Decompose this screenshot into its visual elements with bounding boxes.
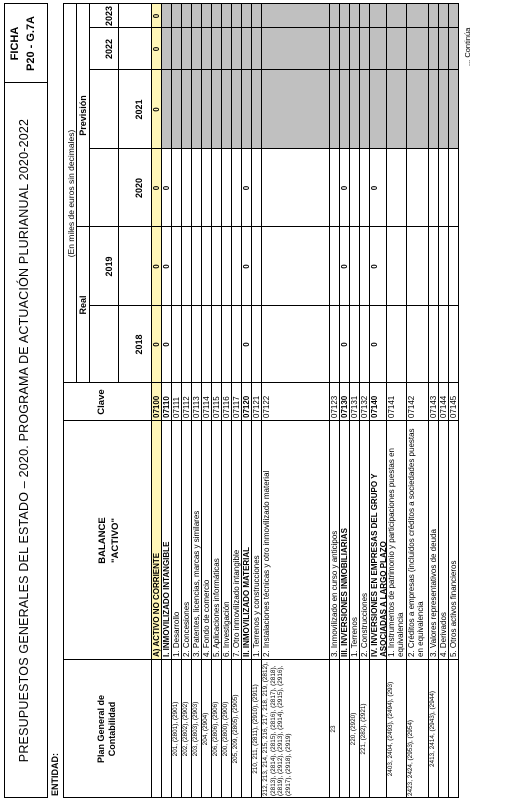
table-row-value: 0 xyxy=(152,107,161,112)
table-row-concept: I. INMOVILIZADO INTANGIBLE xyxy=(162,541,171,657)
table-row-concept: II. INMOVILIZADO MATERIAL xyxy=(242,546,251,657)
title-border-top xyxy=(4,4,5,798)
table-row-concept: 3. Inmovilizado en curso y anticipos xyxy=(330,530,339,657)
table-row-value: 0 xyxy=(152,46,161,52)
pgc-account-codes: 212, 213, 214, 215, 216, 217, 218, 219, (2812), (2813), (2814), (2815), (2816), (2817), (2818), (2819), (2912), (2913), (2914), (2915), (2916), (2917), (2918), (2919) xyxy=(262,662,292,796)
header-prevision: Previsión xyxy=(78,95,88,136)
table-row-concept: 3. Valores representativos de deuda xyxy=(429,529,438,657)
table-row-clave: 07112 xyxy=(182,396,191,418)
header-activo: "ACTIVO" xyxy=(110,518,121,563)
pgc-account-codes: 206, (2806), (2906) xyxy=(212,701,219,757)
table-row-value: 0 xyxy=(152,264,161,269)
header-units-line xyxy=(76,4,77,383)
table-row-clave: 07144 xyxy=(439,395,448,418)
table-row-value: 0 xyxy=(340,185,349,191)
table-row-value: 0 xyxy=(340,342,349,347)
table-row-concept: 1. Terrenos xyxy=(350,617,359,657)
table-row-value: 0 xyxy=(242,185,251,191)
ficha-label: FICHA xyxy=(9,26,21,61)
table-row-concept: 2. Construcciones xyxy=(360,592,369,657)
table-row-concept: III. INVERSIONES INMOBILIARIAS xyxy=(340,528,349,657)
table-row-concept: 4. Derivados xyxy=(439,612,448,657)
table-row-value: 0 xyxy=(152,13,161,19)
header-real: Real xyxy=(78,295,88,315)
table-row-clave: 07115 xyxy=(212,396,221,418)
table-row-concept: 6. Investigación xyxy=(222,601,231,657)
table-row-clave: 07111 xyxy=(172,396,181,418)
table-row-clave: 07143 xyxy=(429,395,438,418)
table-bottom xyxy=(458,4,459,798)
table-row-clave: 07122 xyxy=(262,395,271,418)
table-row-concept: IV. INVERSIONES EN EMPRESAS DEL GRUPO Y ASOCIADAS A LARGO PLAZO xyxy=(370,473,388,657)
header-prevision-line xyxy=(89,4,90,227)
header-clave: Clave xyxy=(96,389,107,415)
table-row-clave: 07116 xyxy=(222,396,231,418)
table-row-concept: 5. Otros activos financieros xyxy=(449,560,458,657)
table-row-concept: 7. Otro inmovilizado intangible xyxy=(232,549,241,657)
year-header-2019: 2019 xyxy=(104,256,114,277)
units-note: (En miles de euros sin decimales) xyxy=(66,129,76,258)
col-line-year xyxy=(89,148,458,149)
title-border-bottom xyxy=(47,4,48,798)
table-row-concept: 3. Patentes, licencias, marcas y similares xyxy=(192,510,201,657)
pgc-account-codes: 2423, 2424, (2953), (2954) xyxy=(407,719,414,796)
col-line-year xyxy=(89,27,458,28)
table-row-concept: 2. Concesiones xyxy=(182,601,191,657)
pgc-account-codes: 202, (2802), (2902) xyxy=(182,701,189,757)
table-row-concept: 2. Instalaciones técnicas y otro inmovilizado material xyxy=(262,470,271,657)
table-row-value: 0 xyxy=(152,185,161,191)
continua-note: ... Continúa xyxy=(463,27,472,66)
table-row-value: 0 xyxy=(152,342,161,347)
header-balance: BALANCE xyxy=(97,517,108,564)
table-row-clave: 07132 xyxy=(360,395,369,418)
col-line-year xyxy=(89,305,458,306)
pgc-account-codes: 2403, 2404, (2493), (2494), (293) xyxy=(387,681,394,777)
header-pgc: Plan General de Contabilidad xyxy=(96,694,117,764)
year-header-2020: 2020 xyxy=(134,177,144,199)
year-header-2022: 2022 xyxy=(104,38,114,60)
table-row-clave: 07145 xyxy=(449,395,458,418)
table-row-clave: 07131 xyxy=(350,395,359,418)
table-row-clave: 07120 xyxy=(242,395,251,418)
table-row-concept: 1. Instrumentos de patrimonio y participaciones puestas en equivalencia xyxy=(387,447,405,657)
year-header-2021: 2021 xyxy=(134,99,144,120)
table-row-clave: 07117 xyxy=(232,396,241,418)
title-border-left xyxy=(4,797,48,798)
pgc-account-codes: 205, 209, (2805), (2905) xyxy=(232,694,239,764)
table-row-value: 0 xyxy=(162,264,171,269)
main-title: PRESUPUESTOS GENERALES DEL ESTADO – 2020. PROGRAMA DE ACTUACIÓN PLURIANUAL 2020-2022 xyxy=(17,118,31,763)
table-row-value: 0 xyxy=(370,342,379,347)
table-row-clave: 07130 xyxy=(340,395,349,418)
pgc-account-codes: 210, 211, (2811), (2910), (2911) xyxy=(252,684,259,774)
pgc-account-codes: 201, (2801), (2901) xyxy=(172,701,179,757)
year-header-2018: 2018 xyxy=(134,334,144,355)
table-row-concept: 4. Fondo de comercio xyxy=(202,579,211,657)
col-line-year xyxy=(89,69,458,70)
header-years-line xyxy=(118,4,119,383)
table-row-value: 0 xyxy=(370,264,379,269)
table-row-clave: 07123 xyxy=(330,395,339,418)
table-row-clave: 07140 xyxy=(370,395,379,418)
table-row-clave: 07100 xyxy=(152,395,161,418)
table-row-value: 0 xyxy=(242,264,251,269)
table-row-concept: 1. Terrenos y construcciones xyxy=(252,555,261,657)
table-row-value: 0 xyxy=(162,342,171,347)
table-row-clave: 07110 xyxy=(162,396,171,418)
pgc-account-codes: 221, (282), (2921) xyxy=(360,703,367,755)
table-row-value: 0 xyxy=(162,185,171,191)
table-row-clave: 07142 xyxy=(407,395,416,418)
pgc-account-codes: 203, (2803), (2903) xyxy=(192,701,199,757)
pgc-account-codes: 220, (2920) xyxy=(350,712,357,746)
table-row-clave: 07114 xyxy=(202,396,211,418)
table-row-concept: 1. Desarrollo xyxy=(172,611,181,657)
table-row-clave: 07121 xyxy=(252,395,261,418)
table-row-concept: A) ACTIVO NO CORRIENTE xyxy=(152,552,161,657)
table-top xyxy=(63,4,64,798)
table-row-clave: 07141 xyxy=(387,395,396,418)
shaded-future-columns xyxy=(161,4,458,149)
table-row-value: 0 xyxy=(242,342,251,347)
ficha-code: P20 - G.7A xyxy=(25,15,37,72)
pgc-account-codes: 2413, 2414, (2943), (2944) xyxy=(429,690,436,768)
pgc-account-codes: 23 xyxy=(330,725,337,733)
table-row-value: 0 xyxy=(370,185,379,191)
year-header-2023: 2023 xyxy=(104,5,114,27)
pgc-account-codes: 204, (2904) xyxy=(202,712,209,746)
table-row-clave: 07113 xyxy=(192,396,201,418)
entidad-label: ENTIDAD: xyxy=(50,753,60,796)
table-row-concept: 5. Aplicaciones informáticas xyxy=(212,558,221,657)
pgc-account-codes: 200, (2800), (2900) xyxy=(222,701,229,757)
table-row-value: 0 xyxy=(340,264,349,269)
table-row-concept: 2. Créditos a empresas (incluidos créditos a sociedades puestas en equivalencia xyxy=(407,428,425,657)
